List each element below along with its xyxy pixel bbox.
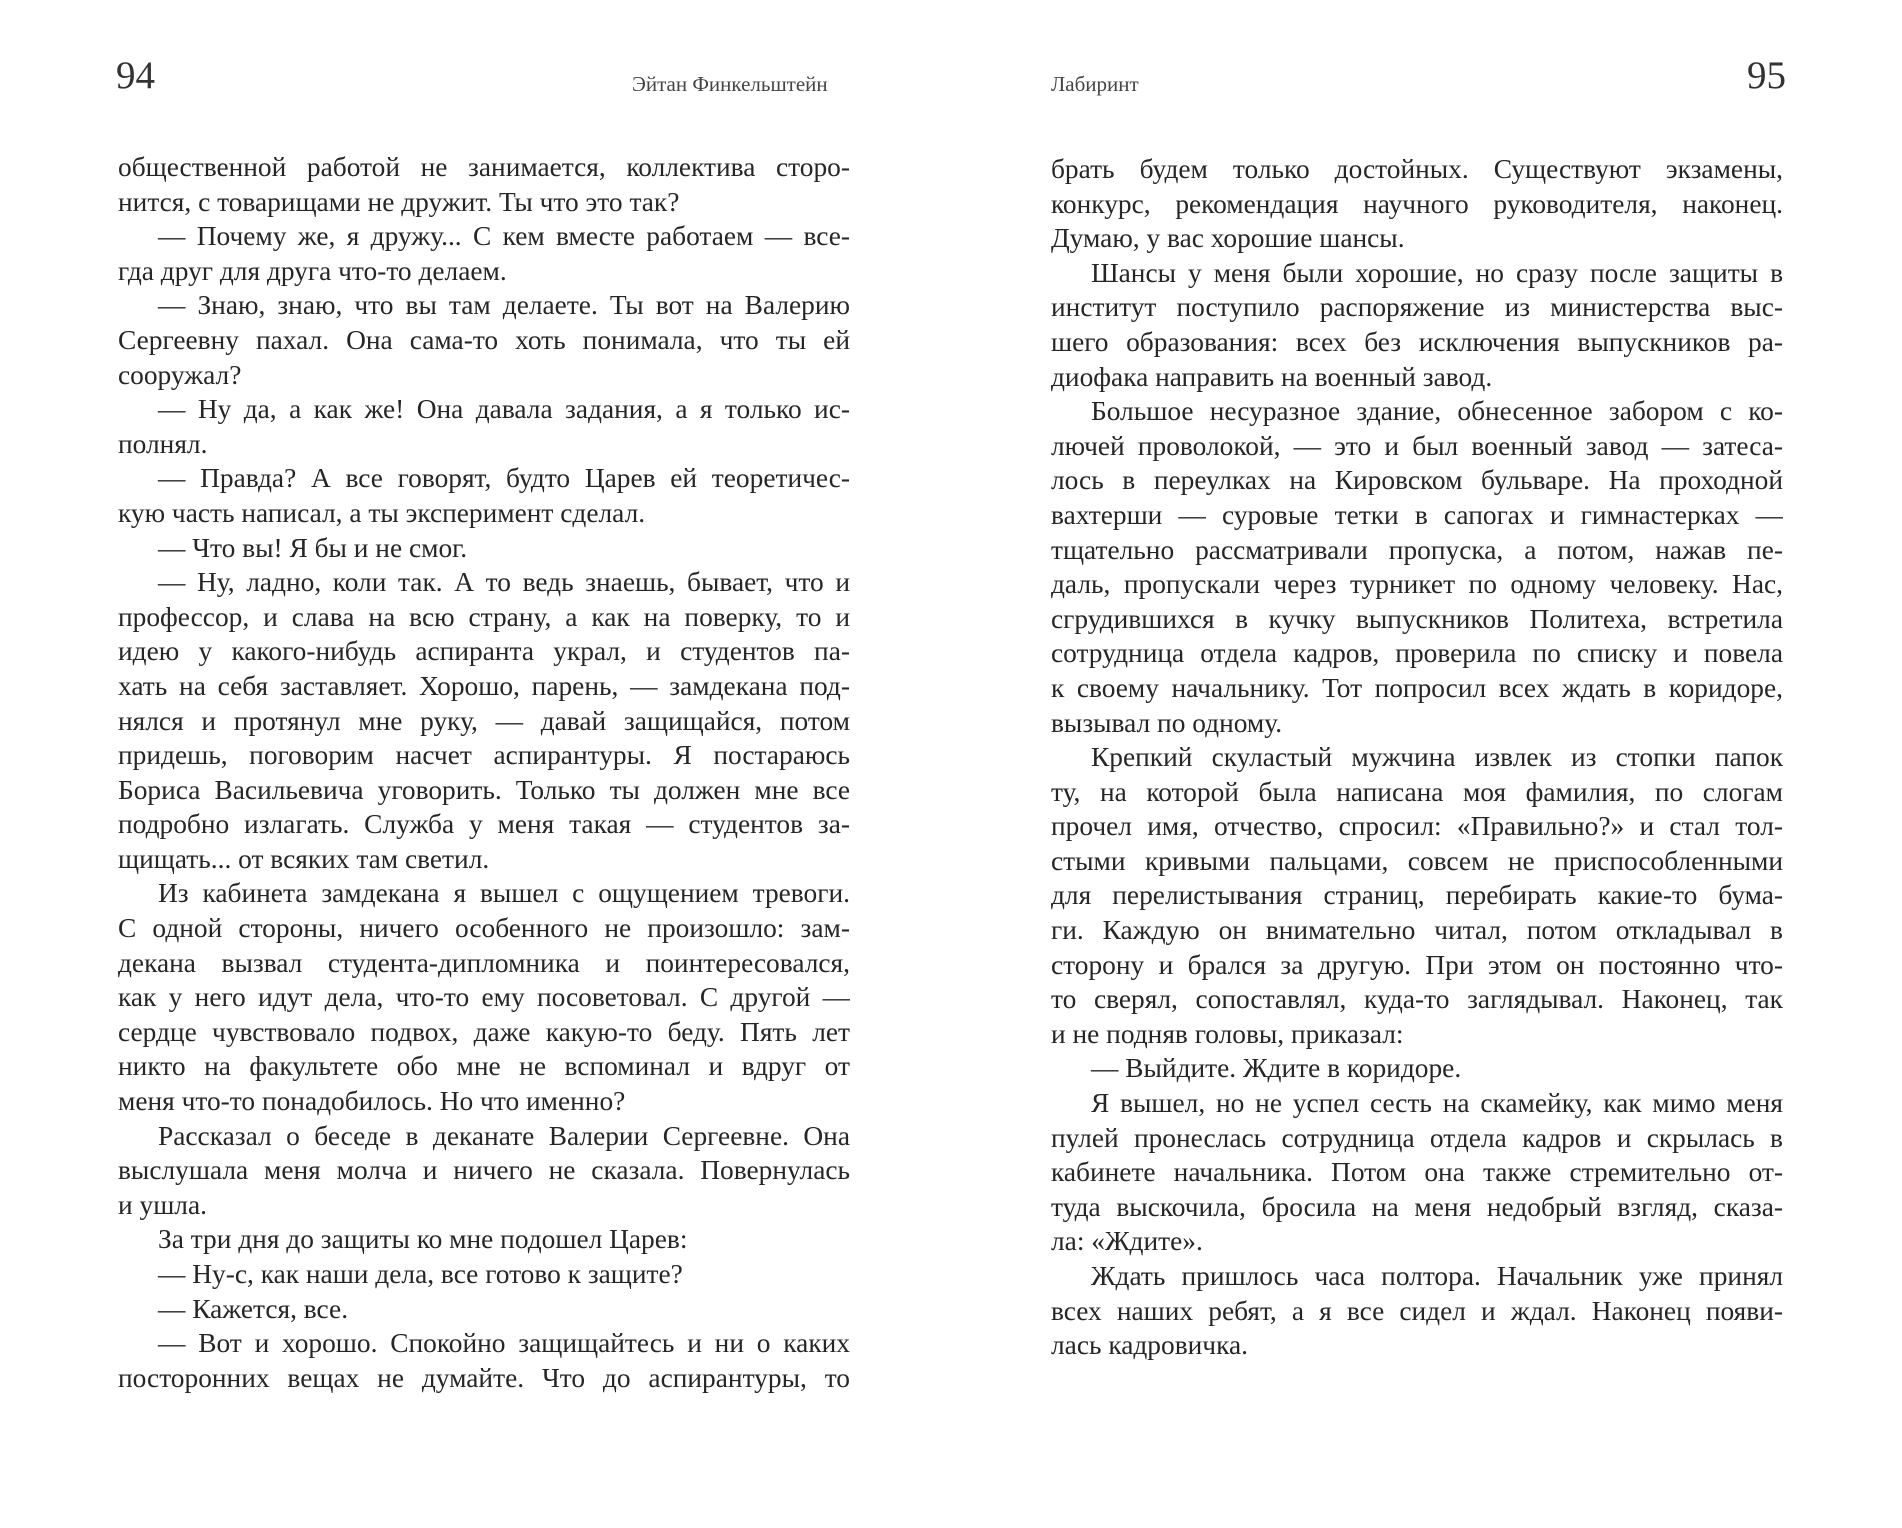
text-line: профессор, и слава на всю страну, а как на поверку, то и (118, 601, 850, 632)
text-line: брать будем только достойных. Существуют экзамены, (1051, 154, 1783, 184)
text-line: — Правда? А все говорят, будто Царев ей теоретичес- (158, 463, 850, 494)
text-line: — Что вы! Я бы и не смог. (158, 532, 468, 563)
text-line: — Ну, ладно, коли так. А то ведь знаешь, бывает, что и (158, 567, 850, 598)
running-head: Лабиринт (1051, 72, 1139, 96)
text-line: Бориса Васильевича уговорить. Только ты должен мне все (118, 774, 850, 805)
text-line: никто на факультете обо мне не вспоминал и вдруг от (118, 1051, 850, 1082)
text-line: лась кадровичка. (1051, 1330, 1248, 1361)
text-line: тщательно рассматривали пропуска, а потом, нажав пе- (1051, 534, 1783, 565)
text-line: подробно излагать. Служба у меня такая — студентов за- (118, 809, 850, 840)
text-line: С одной стороны, ничего особенного не произошло: зам- (118, 913, 850, 944)
text-line: гда друг для друга что-то делаем. (118, 255, 507, 286)
text-line: сторону и брался за другую. При этом он постоянно что- (1051, 949, 1783, 980)
text-line: к своему начальнику. Тот попросил всех ждать в коридоре, (1051, 672, 1783, 703)
body-text (118, 150, 850, 1395)
running-head: Эйтан Финкельштейн (632, 72, 828, 96)
text-line: Из кабинета замдекана я вышел с ощущением тревоги. (158, 878, 850, 909)
text-line: — Ну-с, как наши дела, все готово к защите? (158, 1259, 683, 1289)
text-line: диофака направить на военный завод. (1051, 361, 1493, 392)
text-line: лючей проволокой, — это и был военный завод — затеса- (1051, 430, 1783, 461)
text-line: прочел имя, отчество, спросил: «Правильно?» и стал тол- (1051, 811, 1783, 842)
text-line: меня что-то понадобилось. Но что именно? (118, 1086, 626, 1117)
text-line: щищать... от всяких там светил. (118, 843, 490, 874)
text-line: пулей пронеслась сотрудница отдела кадров и скрылась в (1051, 1122, 1783, 1153)
text-line: — Почему же, я дружу... С кем вместе работаем — все- (158, 221, 850, 252)
text-line: лось в переулках на Кировском бульваре. На проходной (1051, 465, 1783, 496)
text-line: идею у какого-нибудь аспиранта украл, и студентов па- (118, 636, 850, 667)
text-line: нится, с товарищами не дружит. Ты что это так? (118, 186, 680, 217)
body-text (1051, 152, 1783, 1363)
text-line: Сергеевну пахал. Она сама-то хоть понимала, что ты ей (118, 324, 850, 355)
text-line: и ушла. (118, 1189, 207, 1220)
text-line: кую часть написал, а ты эксперимент сделал. (118, 497, 646, 528)
page-number: 94 (116, 54, 155, 97)
text-line: конкурс, рекомендация научного руководителя, наконец. (1051, 188, 1783, 219)
text-line: всех наших ребят, а я все сидел и ждал. Наконец появи- (1051, 1295, 1783, 1326)
text-line: декана вызвал студента-дипломника и поинтересовался, (118, 947, 850, 978)
text-line: — Ну да, а как же! Она давала задания, а я только ис- (158, 394, 850, 425)
text-line: институт поступило распоряжение из министерства выс- (1051, 292, 1783, 323)
text-line: За три дня до защиты ко мне подошел Царев: (158, 1224, 688, 1255)
text-line: даль, пропускали через турникет по одному человеку. Нас, (1051, 569, 1783, 600)
text-line: хать на себя заставляет. Хорошо, парень, — замдекана под- (118, 670, 850, 701)
right-page (951, 0, 1902, 1528)
text-line: Я вышел, но не успел сесть на скамейку, как мимо меня (1091, 1088, 1783, 1119)
text-line: — Вот и хорошо. Спокойно защищайтесь и ни о каких (158, 1328, 850, 1359)
page-number: 95 (1747, 54, 1786, 97)
text-line: Рассказал о беседе в деканате Валерии Сергеевне. Она (158, 1120, 850, 1151)
text-line: сооружал? (118, 359, 242, 390)
text-line: Крепкий скуластый мужчина извлек из стопки папок (1091, 742, 1783, 773)
text-line: ги. Каждую он внимательно читал, потом откладывал в (1051, 915, 1783, 946)
text-line: посторонних вещах не думайте. Что до аспирантуры, то (118, 1362, 850, 1393)
text-line: ла: «Ждите». (1051, 1226, 1203, 1257)
text-line: Большое несуразное здание, обнесенное забором с ко- (1091, 396, 1783, 427)
text-line: — Знаю, знаю, что вы там делаете. Ты вот на Валерию (158, 290, 850, 321)
text-line: сотрудница отдела кадров, проверила по списку и повела (1051, 638, 1783, 669)
text-line: шего образования: всех без исключения выпускников ра- (1051, 326, 1783, 357)
text-line: придешь, поговорим насчет аспирантуры. Я постараюсь (118, 740, 850, 771)
text-line: — Выйдите. Ждите в коридоре. (1091, 1053, 1462, 1084)
text-line: и не подняв головы, приказал: (1051, 1018, 1404, 1049)
text-line: кабинете начальника. Потом она также стремительно от- (1051, 1157, 1783, 1188)
text-line: Думаю, у вас хорошие шансы. (1051, 223, 1405, 254)
text-line: Шансы у меня были хорошие, но сразу после защиты в (1091, 257, 1783, 288)
text-line: вахтерши — суровые тетки в сапогах и гимнастерках — (1051, 499, 1783, 530)
text-line: выслушала меня молча и ничего не сказала. Повернулась (118, 1155, 850, 1186)
text-line: нялся и протянул мне руку, — давай защищайся, потом (118, 705, 850, 736)
text-line: сгрудившихся в кучку выпускников Политеха, встретила (1051, 603, 1783, 634)
text-line: для перелистывания страниц, перебирать какие-то бума- (1051, 880, 1783, 911)
text-line: то сверял, сопоставлял, куда-то заглядывал. Наконец, так (1051, 984, 1783, 1015)
text-line: как у него идут дела, что-то ему посоветовал. С другой — (118, 982, 850, 1013)
text-line: Ждать пришлось часа полтора. Начальник уже принял (1091, 1261, 1783, 1291)
text-line: общественной работой не занимается, коллектива сторо- (118, 152, 850, 182)
text-line: туда выскочила, бросила на меня недобрый взгляд, сказа- (1051, 1191, 1783, 1222)
text-line: вызывал по одному. (1051, 707, 1283, 738)
text-line: стыми кривыми пальцами, совсем не приспособленными (1051, 845, 1783, 876)
text-line: полнял. (118, 428, 208, 459)
text-line: — Кажется, все. (158, 1293, 349, 1324)
text-line: ту, на которой была написана моя фамилия, по слогам (1051, 776, 1783, 807)
text-line: сердце чувствовало подвох, даже какую-то беду. Пять лет (118, 1016, 850, 1047)
